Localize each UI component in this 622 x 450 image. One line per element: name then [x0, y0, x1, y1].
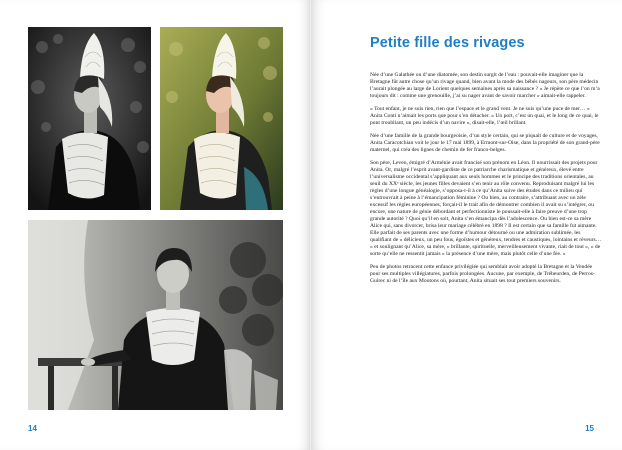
paragraph: Née d’une Galathée ou d’une diatomée, son destin surgit de l’eau : pouvait-elle imaginer que la Bretagne fût autre chose qu’un rivage quand, bien avant la mode des bébés nageurs, son père médecin l’aurait plongée au large de Lorient quelques semaines après sa naissance ? « Je répète ce que l’on m’a toujours dit : comme une grenouille, j’ai su nager avant de savoir marcher » aimait-elle rappeler. — [370, 72, 600, 99]
paragraph: « Tout enfant, je ne suis rien, rien que l’espace et le grand vent. Je ne suis qu’une puce de mer… » Anita Conti n’aimait les ports que pour s’en détacher. « Un port, c’est un quai, et le long de ce quai, le pont troubliant, un peu indécis d’un navire », disait-elle, l’œil brillant. — [370, 106, 599, 126]
page-number-right: 15 — [585, 424, 594, 433]
page-number-left: 14 — [28, 424, 37, 433]
photo-portrait-profile-color — [160, 27, 283, 210]
paragraph: Peu de photos retracent cette enfance privilégiée qui semblait avoir adopté la Bretagne et la Vendée pour ses multiples villégiatures, parfois prolongées. Aucune, par exemple, de Trébeurden, de Perros-Guirec ni de l’île aux Moutons où, pourtant, Anita situait ses tout premiers souvenirs. — [370, 264, 595, 284]
right-page — [311, 0, 622, 450]
photo-seated-woman-bw — [28, 220, 283, 410]
chapter-title: Petite fille des rivages — [370, 35, 525, 51]
paragraph: Son père, Leven, émigré d’Arménie avait francisé son prénom en Léon. Il nourrissait des projets pour Anita. Or, malgré l’esprit avant-gardiste de ce patriarche charismatique et généreux, élevé entre l’universalisme occidental s’appliquant aux seuls hommes et le principe des traditions orientales, au seuil du XXᵉ siècle, les jeunes filles devaient s’en tenir au rôle convenu. Reproduisant malgré lui les règles d’une longue généalogie, s’opposa-t-il à ce qu’Anita suive des études dans ce milieu qui s’entrouvrait à peine à l’émancipation féminine ? Ou bien, au contraire, s’attribuant avec un zèle excessif les règles européennes, forçait-il le trait afin de démontrer combien il avait su s’intégrer, ou encore, une nature de génie débordant et perfectionniste le poussait-elle à faire preuve d’une trop grande autorité ? Quoi qu’il en soit, Anita s’en émancipa dès l’adolescence. Ou bien est-ce sa mère Alice qui, sans divorcer, brisa leur mariage célébré en 1898 ? Il est certain que sa famille fut aimante. Elle parfait de ses parents avec une forme d’humour détourné ou une admiration sublimée, les qualifiant de « délicieux, un peu fous, égoïstes et généreux, tendres et caustiques, lointains et rêveurs… » et soulignant qu’Alice, sa mère, « brillante, spirituelle, merveilleusement vivante, riait de tout », « de sorte qu’elle ne ressentit jamais » la présence d’une mère, mais plutôt celle d’une fée. » — [370, 160, 602, 257]
body-text — [370, 72, 602, 291]
paragraph: Née d’une famille de la grande bourgeoisie, d’un style certain, qui se piquait de culture et de voyages, Anita Caracotchian voit le jour le 17 mai 1899, à Ermont-sur-Oise, dans la propriété de son grand-père maternel, qui créa des lignes de chemin de fer franco-belges. — [370, 133, 600, 153]
photo-portrait-profile-bw — [28, 27, 151, 210]
